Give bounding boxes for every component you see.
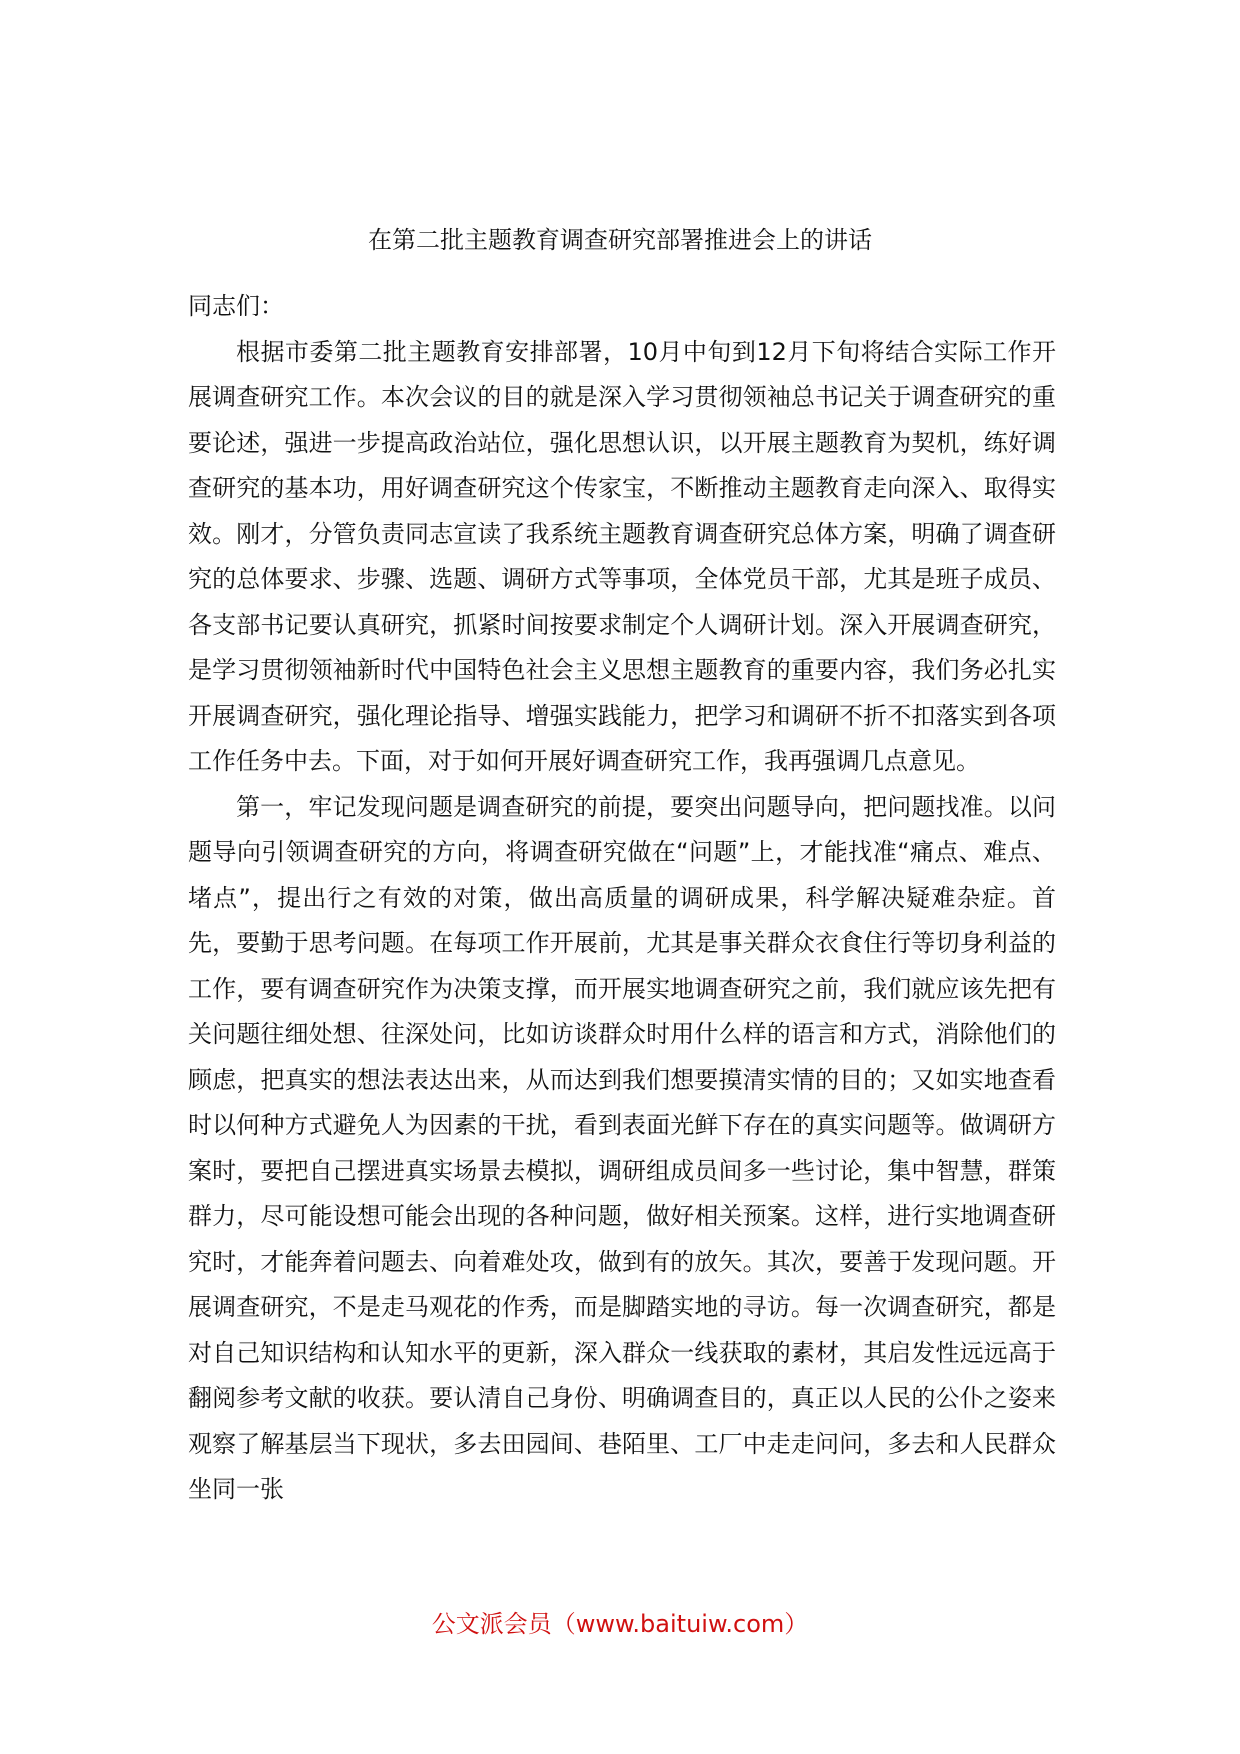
footer-watermark: 公文派会员（www.baituiw.com） — [431, 1610, 809, 1638]
document-title: 在第二批主题教育调查研究部署推进会上的讲话 — [368, 226, 872, 254]
paragraph-1: 根据市委第二批主题教育安排部署，10月中旬到12月下旬将结合实际工作开展调查研究工作。本次会议的目的就是深入学习贯彻领袖总书记关于调查研究的重要论述，强进一步提高政治站位，强化思想认识，以开展主题教育为契机，练好调查研究的基本功，用好调查研究这个传家宝，不断推动主题教育走向深入、取得实效。刚才，分管负责同志宣读了我系统主题教育调查研究总体方案，明确了调查研究的总体要求、步骤、选题、调研方式等事项，全体党员干部，尤其是班子成员、各支部书记要认真研究，抓紧时间按要求制定个人调研计划。深入开展调查研究，是学习贯彻领袖新时代中国特色社会主义思想主题教育的重要内容，我们务必扎实开展调查研究，强化理论指导、增强实践能力，把学习和调研不折不扣落实到各项工作任务中去。下面，对于如何开展好调查研究工作，我再强调几点意见。 — [188, 337, 1056, 775]
salutation: 同志们： — [188, 292, 284, 320]
document-body — [188, 284, 1056, 1513]
paragraph-2: 第一，牢记发现问题是调查研究的前提，要突出问题导向，把问题找准。以问题导向引领调查研究的方向，将调查研究做在“问题”上，才能找准“痛点、难点、堵点”，提出行之有效的对策，做出高质量的调研成果，科学解决疑难杂症。首先，要勤于思考问题。在每项工作开展前，尤其是事关群众衣食住行等切身利益的工作，要有调查研究作为决策支撑，而开展实地调查研究之前，我们就应该先把有关问题往细处想、往深处问，比如访谈群众时用什么样的语言和方式，消除他们的顾虑，把真实的想法表达出来，从而达到我们想要摸清实情的目的；又如实地查看时以何种方式避免人为因素的干扰，看到表面光鲜下存在的真实问题等。做调研方案时，要把自己摆进真实场景去模拟，调研组成员间多一些讨论，集中智慧，群策群力，尽可能设想可能会出现的各种问题，做好相关预案。这样，进行实地调查研究时，才能奔着问题去、向着难处攻，做到有的放矢。其次，要善于发现问题。开展调查研究，不是走马观花的作秀，而是脚踏实地的寻访。每一次调查研究，都是对自己知识结构和认知水平的更新，深入群众一线获取的素材，其启发性远远高于翻阅参考文献的收获。要认清自己身份、明确调查目的，真正以人民的公仆之姿来观察了解基层当下现状，多去田园间、巷陌里、工厂中走走问问，多去和人民群众坐同一张 — [188, 792, 1056, 1503]
